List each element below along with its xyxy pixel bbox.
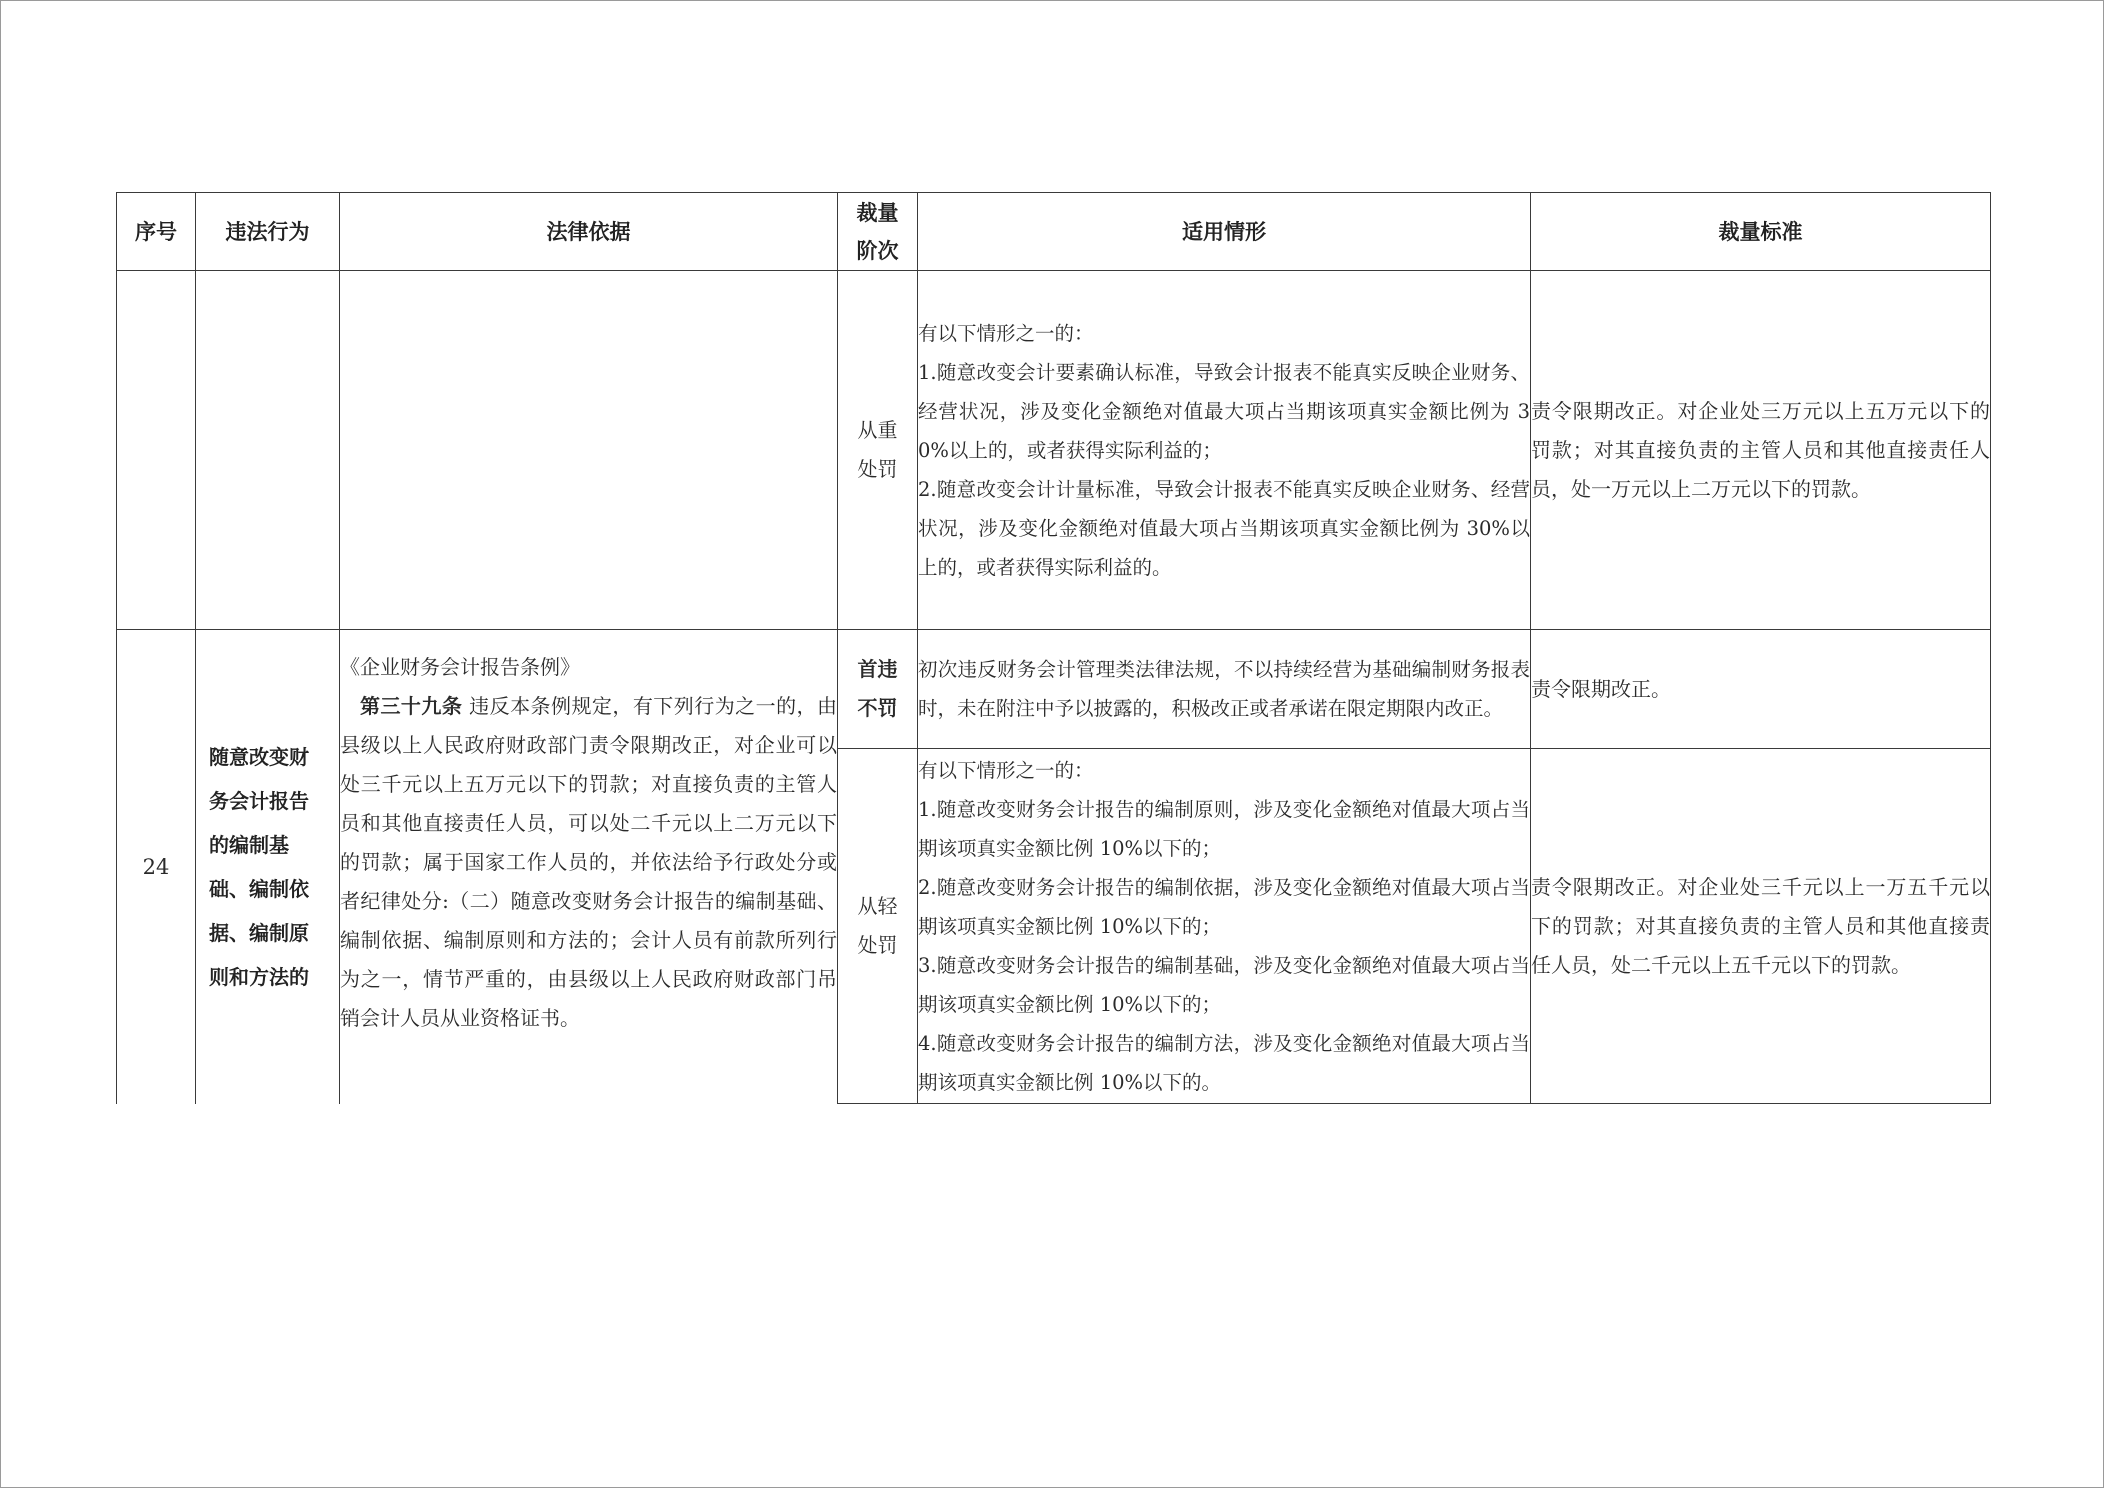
header-standard: 裁量标准 [1531, 193, 1991, 271]
case-heavy [918, 271, 1531, 630]
case-first [918, 630, 1531, 749]
level-heavy [838, 271, 918, 630]
case-light-line: 4.随意改变财务会计报告的编制方法，涉及变化金额绝对值最大项占当期该项真实金额比例 10%以下的。 [918, 1031, 1530, 1094]
header-law: 法律依据 [340, 193, 838, 271]
header-row [117, 193, 1991, 271]
violation-text: 随意改变财务会计报告的编制基础、编制依据、编制原则和方法的 [209, 744, 309, 989]
law-cell [340, 630, 838, 1104]
level-first [838, 630, 918, 749]
standard-light-text: 责令限期改正。对企业处三千元以上一万五千元以下的罚款；对其直接负责的主管人员和其他直接责任人员，处二千元以上五千元以下的罚款。 [1531, 874, 1990, 977]
header-case: 适用情形 [918, 193, 1531, 271]
case-light-line: 有以下情形之一的： [918, 758, 1094, 782]
law-title: 《企业财务会计报告条例》 [340, 655, 580, 679]
violation-cell [196, 630, 340, 1104]
violation-cell-empty [196, 271, 340, 630]
seq-cell-empty [117, 271, 196, 630]
case-light-line: 3.随意改变财务会计报告的编制基础，涉及变化金额绝对值最大项占当期该项真实金额比例 10%以下的； [918, 953, 1530, 1016]
law-body: 违反本条例规定，有下列行为之一的，由县级以上人民政府财政部门责令限期改正，对企业可以处三千元以上五万元以下的罚款；对直接负责的主管人员和其他直接责任人员，可以处二千元以上二万元以下的罚款；属于国家工作人员的，并依法给予行政处分或者纪律处分:（二）随意改变财务会计报告的编制基础、编制依据、编制原则和方法的；会计人员有前款所列行为之一，情节严重的，由县级以上人民政府财政部门吊销会计人员从业资格证书。 [340, 694, 838, 1030]
law-cell-empty [340, 271, 838, 630]
standard-heavy [1531, 271, 1991, 630]
standard-heavy-text: 责令限期改正。对企业处三万元以上五万元以下的罚款；对其直接负责的主管人员和其他直接责任人员，处一万元以上二万元以下的罚款。 [1531, 398, 1990, 501]
case-light-line: 2.随意改变财务会计报告的编制依据，涉及变化金额绝对值最大项占当期该项真实金额比例 10%以下的； [918, 875, 1530, 938]
discretion-table [116, 192, 1991, 1104]
table-row [117, 271, 1991, 630]
case-heavy-line: 2.随意改变会计计量标准，导致会计报表不能真实反映企业财务、经营状况，涉及变化金额绝对值最大项占当期该项真实金额比例为 30%以上的，或者获得实际利益的。 [918, 477, 1530, 579]
case-heavy-line: 1.随意改变会计要素确认标准，导致会计报表不能真实反映企业财务、经营状况，涉及变化金额绝对值最大项占当期该项真实金额比例为 30%以上的，或者获得实际利益的； [918, 360, 1530, 462]
case-light [918, 749, 1531, 1104]
level-light-text: 从轻 处罚 [857, 894, 898, 957]
case-light-line: 1.随意改变财务会计报告的编制原则，涉及变化金额绝对值最大项占当期该项真实金额比例 10%以下的； [918, 797, 1530, 860]
level-first-text: 首违 不罚 [857, 657, 898, 720]
standard-first-text: 责令限期改正。 [1531, 676, 1671, 701]
law-article: 第三十九条 [360, 694, 463, 718]
header-violation: 违法行为 [196, 193, 340, 271]
standard-first [1531, 630, 1991, 749]
header-level [838, 193, 918, 271]
standard-light [1531, 749, 1991, 1104]
seq-cell: 24 [117, 630, 196, 1104]
header-seq: 序号 [117, 193, 196, 271]
header-level-text: 裁量 阶次 [856, 200, 899, 263]
table-row [117, 630, 1991, 749]
level-light [838, 749, 918, 1104]
case-first-text: 初次违反财务会计管理类法律法规，不以持续经营为基础编制财务报表时，未在附注中予以披露的，积极改正或者承诺在限定期限内改正。 [918, 658, 1530, 720]
level-heavy-text: 从重 处罚 [857, 418, 898, 481]
case-heavy-line: 有以下情形之一的： [918, 321, 1094, 345]
